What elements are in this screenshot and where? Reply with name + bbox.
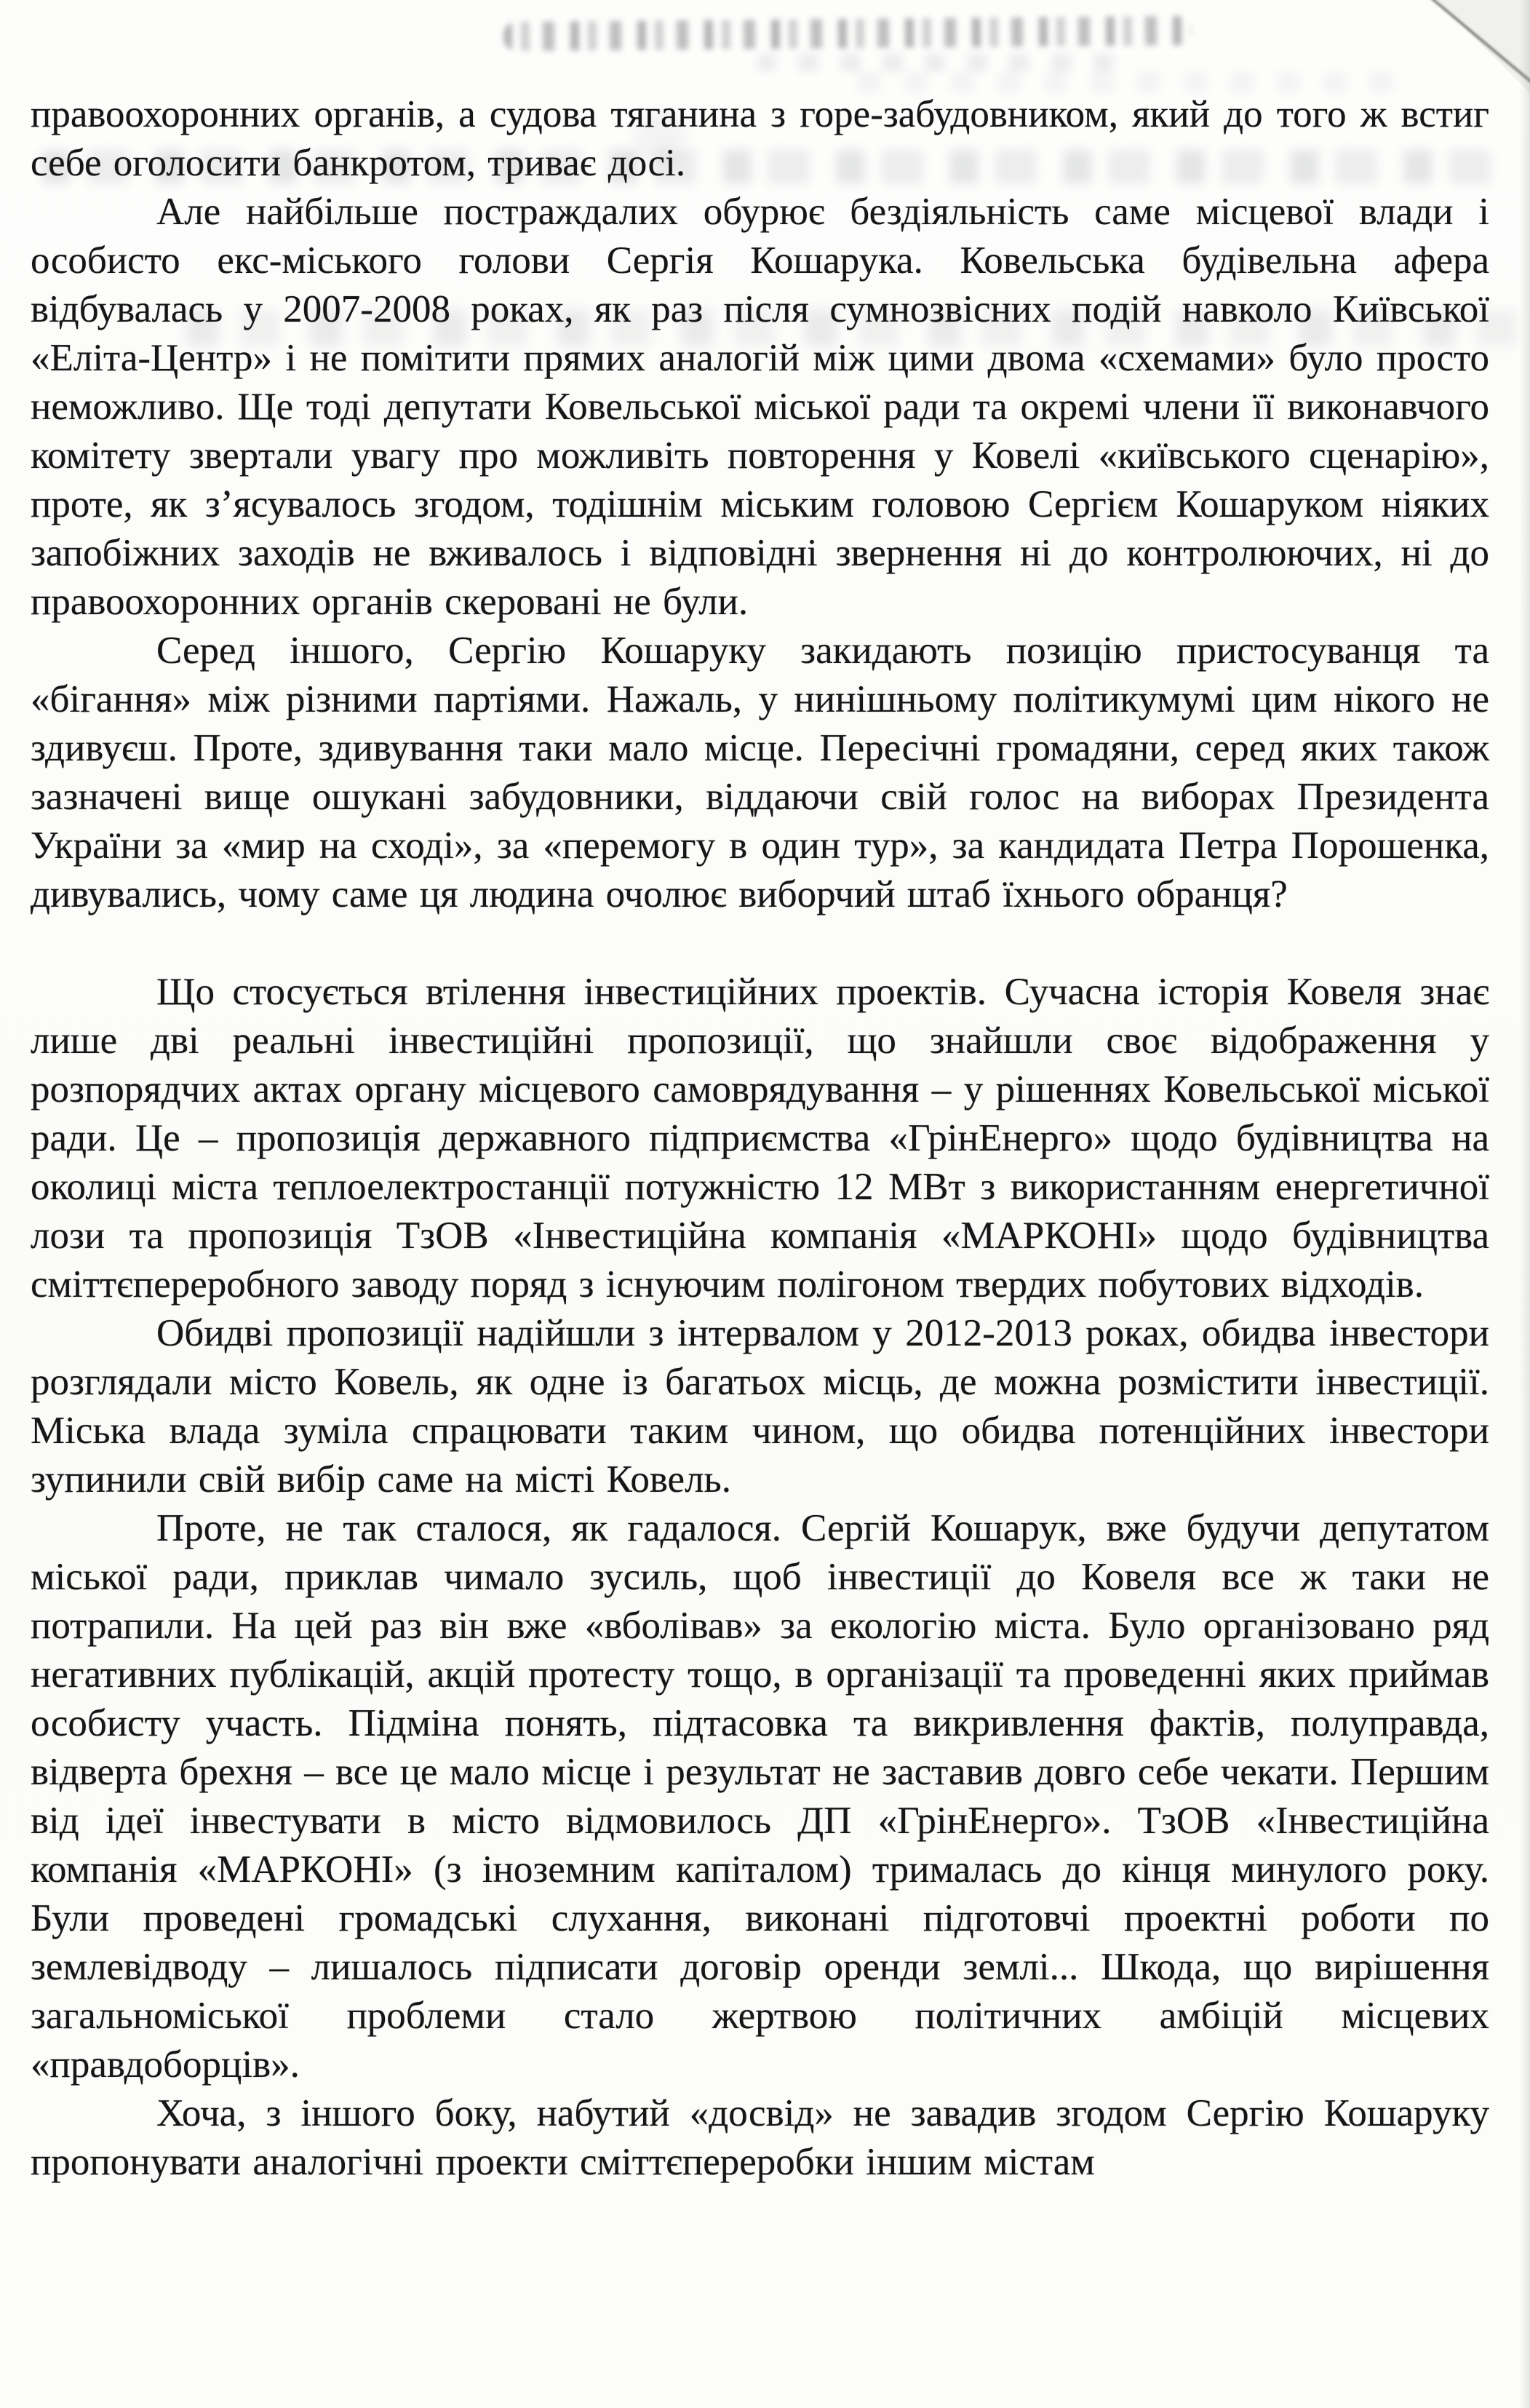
paragraph-1-continuation: правоохоронних органів, а судова тяганина з горе-забудовником, який до того ж встиг себе оголосити банкротом, триває досі. (31, 93, 1489, 184)
paragraph-7-clipped: Хоча, з іншого боку, набутий «досвід» не завадив згодом Сергію Кошаруку пропонувати аналогічні проекти сміттєпереробки іншим містам (31, 2092, 1489, 2183)
page-edge-shadow (1520, 0, 1530, 2408)
paragraph-6: Проте, не так сталося, як гадалося. Сергій Кошарук, вже будучи депутатом міської ради, приклав чимало зусиль, щоб інвестиції до Ковеля все ж таки не потрапили. На цей раз він вже «вболівав» за екологію міста. Було організовано ряд негативних публікацій, акцій протесту тощо, в організації та проведенні яких приймав особисту участь. Підміна понять, підтасовка та викривлення фактів, полуправда, відверта брехня – все це мало місце і результат не заставив довго себе чекати. Першим від ідеї інвестувати в місто відмовилось ДП «ГрінЕнерго». ТзОВ «Інвестиційна компанія «МАРКОНІ» (з іноземним капіталом) трималась до кінця минулого року. Були проведені громадські слухання, виконані підготовчі проектні роботи по землевідводу – лишалось підписати договір оренди землі... Шкода, що вирішення загальноміської проблеми стало жертвою політичних амбіцій місцевих «правдоборців». (31, 1507, 1489, 2086)
bleed-through-artifact (858, 73, 1411, 92)
paragraph-2: Але найбільше постраждалих обурює бездіяльність саме місцевої влади і особисто екс-міського голови Сергія Кошарука. Ковельська будівельна афера відбувалась у 2007-2008 роках, як раз після сумнозвісних подій навколо Київської «Еліта-Центр» і не помітити прямих аналогій між цими двома «схемами» було просто неможливо. Ще тоді депутати Ковельської міської ради та окремі члени її виконавчого комітету звертали увагу про можливіть повторення у Ковелі «київського сценарію», проте, як з’ясувалось згодом, тодішнім міським головою Сергієм Кошаруком ніяких запобіжних заходів не вживалось і відповідні звернення ні до контролюючих, ні до правоохоронних органів скеровані не були. (31, 191, 1489, 623)
scan-smudge-artifact (503, 16, 1192, 51)
document-text-block (31, 90, 1489, 2187)
paragraph-3: Серед іншого, Сергію Кошаруку закидають позицію пристосуванця та «бігання» між різними партіями. Нажаль, у нинішньому політикумумі цим нікого не здивуєш. Проте, здивування таки мало місце. Пересічні громадяни, серед яких також зазначені вище ошукані забудовники, віддаючи свій голос на виборах Президента України за «мир на сході», за «перемогу в один тур», за кандидата Петра Порошенка, дивувались, чому саме ця людина очолює виборчий штаб їхнього обранця? (31, 629, 1489, 915)
paragraph-5: Обидві пропозиції надійшли з інтервалом у 2012-2013 роках, обидва інвестори розглядали місто Ковель, як одне із багатьох місць, де можна розмістити інвестиції. Міська влада зуміла спрацювати таким чином, що обидва потенційних інвестори зупинили свій вибір саме на місті Ковель. (31, 1312, 1489, 1501)
paragraph-4: Що стосується втілення інвестиційних проектів. Сучасна історія Ковеля знає лише дві реальні інвестиційні пропозиції, що знайшли своє відображення у розпорядчих актах органу місцевого самоврядування – у рішеннях Ковельської міської ради. Це – пропозиція державного підприємства «ГрінЕнерго» щодо будівництва на околиці міста теплоелектростанції потужністю 12 МВт з використанням енергетичної лози та пропозиція ТзОВ «Інвестиційна компанія «МАРКОНІ» щодо будівництва сміттєпереробного заводу поряд з існуючим полігоном твердих побутових відходів. (31, 971, 1489, 1306)
scan-smudge-artifact-secondary (757, 54, 1120, 71)
